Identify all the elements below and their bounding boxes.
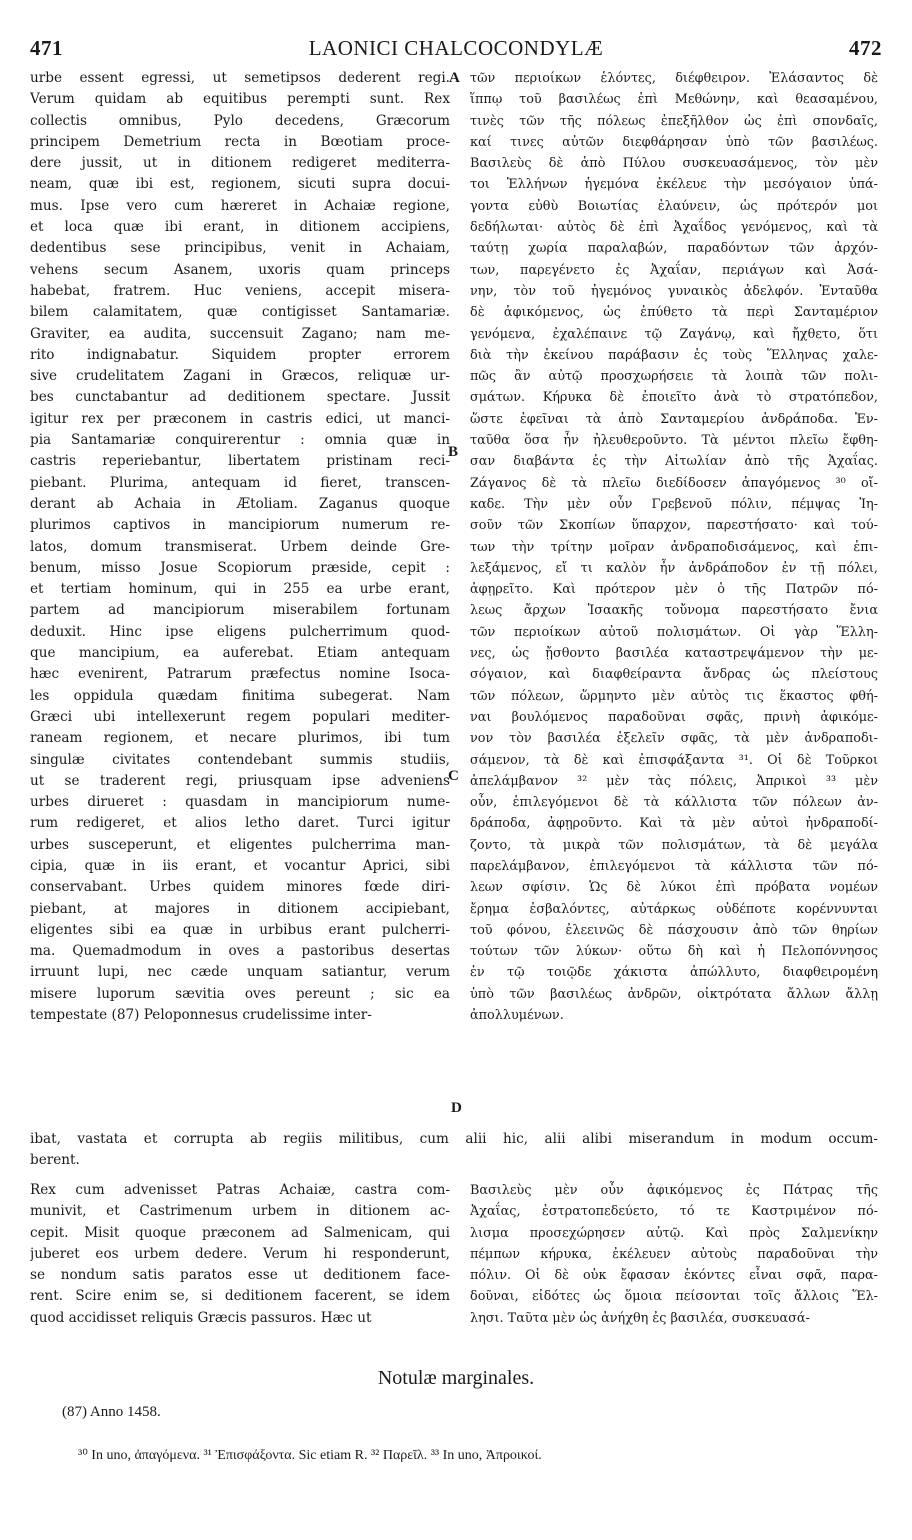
text-line: urbes susceperunt, et eligentes pulcherrima man-: [30, 836, 450, 853]
text-line: pia Santamariæ conquirerentur : omnia quæ in: [30, 432, 450, 449]
text-line: ναι βουλόμενος παραδοῦναι σφᾶς, πρινὴ ἀφικόμε-: [470, 709, 878, 725]
text-line: et tertiam hominum, qui in 255 ea urbe erant,: [30, 581, 450, 598]
text-line: ma. Quemadmodum in oves a pastoribus desertas: [30, 943, 450, 960]
text-line: παρελάμβανον, ἐπιλεγόμενοι τὰ κάλλιστα τῶν πό-: [470, 858, 878, 874]
text-line: mus. Ipse vero cum hæreret in Achaiæ regione,: [30, 197, 450, 214]
text-line: ταύτῃ χωρία παραλαβών, παραδόντων τῶν ἀρχόν-: [470, 241, 878, 257]
margin-mark-b: B: [448, 444, 459, 460]
text-line: ζοντο, τὰ μικρὰ τῶν πολισμάτων, τὰ δὲ μεγάλα: [470, 837, 878, 853]
text-line: δράποδα, ἀφῃροῦντο. Καὶ τὰ μὲν αὐτοὶ ἠνδραποδί-: [470, 816, 878, 832]
text-line: collectis omnibus, Pylo decedens, Græcorum: [30, 112, 450, 129]
text-line: raneam regionem, et necare plurimos, ibi tum: [30, 730, 450, 747]
text-line: cipia, quæ in iis erant, et vocantur Aprici, sibi: [30, 857, 450, 874]
text-line: bes cunctabantur ad deditionem spectare. Jussit: [30, 389, 450, 406]
text-line: hæc evenirent, Patrarum præfectus nomine Isoca-: [30, 666, 450, 683]
text-line: berent.: [30, 1152, 80, 1169]
text-line: plurimos captivos in mancipiorum numerum re-: [30, 517, 450, 534]
text-line: tempestate (87) Peloponnesus crudelissime inter-: [30, 1007, 372, 1024]
text-line: ἵππῳ τοῦ βασιλέως ἐπὶ Μεθώνην, καὶ θεασαμένου,: [470, 92, 878, 108]
text-line: καδε. Τὴν μὲν οὖν Γρεβενοῦ πόλιν, πέμψας Ἰη-: [470, 496, 878, 512]
greek-column-continued: [470, 1180, 878, 1329]
text-line: ἔρημα ἐσβαλόντες, αὐτάρκως οὐδέποτε κορέννυνται: [470, 901, 878, 917]
text-line: Rex cum advenisset Patras Achaiæ, castra com-: [30, 1182, 450, 1198]
running-title: LAONICI CHALCOCONDYLÆ: [308, 36, 604, 60]
page-number-right: 472: [849, 36, 882, 60]
text-line: καί τινες αὐτῶν διεφθάρησαν ὑπὸ τῶν βασιλέως.: [470, 134, 878, 150]
greek-column: [470, 68, 878, 1026]
text-line: bilem calamitatem, quæ contigisset Santamariæ.: [30, 304, 450, 321]
text-line: derant ab Achaia in Ætoliam. Zaganus quoque: [30, 495, 450, 512]
text-line: latos, domum transmiserat. Urbem deinde Gre-: [30, 538, 450, 555]
text-line: νον τὸν βασιλέα ἐξελεῖν σφᾶς, τὰ μὲν ἀνδραποδι-: [470, 731, 878, 747]
text-line: διὰ τὴν ἐκείνου παράβασιν ἐς τοὺς Ἕλληνας χαλε-: [470, 347, 878, 363]
running-header: [30, 36, 882, 66]
text-line: Ἀχαΐας, ἐστρατοπεδεύετο, τό τε Καστριμένον πό-: [470, 1204, 878, 1220]
text-line: σοῦν τῶν Σκοπίων ὕπαρχον, παρεστήσατο· καὶ τού-: [470, 518, 878, 534]
text-line: ἀπολλυμένων.: [470, 1008, 564, 1024]
text-line: ἀφῃρεῖτο. Καὶ πρότερον μὲν ὁ τῆς Πατρῶν πό-: [470, 582, 878, 598]
text-line: δὲ ἀφικόμενος, ὡς ἐπύθετο τὰ περὶ Σανταμέριον: [470, 305, 878, 321]
text-line: eligentes sibi ea quæ in urbibus erant pulcherri-: [30, 921, 450, 938]
text-line: τῶν περιοίκων ἑλόντες, διέφθειρον. Ἐλάσαντος δὲ: [470, 71, 878, 86]
text-line: urbe essent egressi, ut semetipsos dederent regi.: [30, 70, 450, 86]
text-line: dedentibus sese principibus, venit in Achaiam,: [30, 240, 450, 257]
latin-column: [30, 68, 450, 1026]
text-line: Verum quidam ab equitibus perempti sunt. Rex: [30, 91, 450, 108]
page-number-left: 471: [30, 36, 63, 60]
text-line: sive crudelitatem Zagani in Græcos, reliquæ ur-: [30, 368, 450, 385]
text-line: ibat, vastata et corrupta ab regiis militibus, cum alii hic, alii alibi miserandum in modum occum-: [30, 1131, 878, 1147]
text-line: castris reperiebantur, libertatem pristinam reci-: [30, 453, 450, 470]
text-line: λεων σφίσιν. Ὡς δὲ λύκοι ἐπὶ πρόβατα νομέων: [470, 880, 878, 896]
text-line: que mancipium, ea auferebat. Etiam antequam: [30, 645, 450, 662]
text-line: νην, τὸν τοῦ ἡγεμόνος γυναικὸς ἀδελφόν. Ἐνταῦθα: [470, 283, 878, 299]
text-line: νες, ὡς ᾔσθοντο βασιλέα καταστρεψάμενον τὴν με-: [470, 646, 878, 662]
text-line: πῶς ἂν αὐτῷ προσχωρήσειε τὰ λοιπὰ τῶν πολι-: [470, 369, 878, 385]
text-line: σάμενον, τὰ δὲ καὶ ἐπισφάξαντα ³¹. Οἱ δὲ Τοῦρκοι: [470, 752, 878, 768]
text-line: λεως ἄρχων Ἰσαακῆς τοὔνομα παρεστήσατο ἔνια: [470, 603, 878, 619]
text-line: juberet eos urbem dedere. Verum hi responderunt,: [30, 1245, 450, 1262]
text-line: τούτων τῶν λύκων· οὕτω δὴ καὶ ἡ Πελοπόννησος: [470, 944, 878, 960]
text-line: πέμπων κήρυκα, ἐκέλευεν αὐτοὺς παραδοῦναι τὴν: [470, 1246, 878, 1262]
text-line: γοντα εὐθὺ Βοιωτίας ἐλαύνειν, ὡς πρότερόν μοι: [470, 198, 878, 214]
text-line: munivit, et Castrimenum urbem in ditionem ac-: [30, 1203, 450, 1220]
text-line: γενόμενα, ἐχαλέπαινε τῷ Ζαγάνῳ, καὶ ἤχθετο, ὅτι: [470, 326, 878, 342]
text-line: igitur rex per præconem in castris edici, ut manci-: [30, 410, 450, 427]
text-line: Βασιλεὺς δὲ ἀπὸ Πύλου συσκευασάμενος, τὸν μὲν: [470, 156, 878, 172]
text-line: habebat, fratrem. Huc veniens, accepit misera-: [30, 282, 450, 299]
text-line: rito indignabatur. Siquidem propter errorem: [30, 346, 450, 363]
text-line: cepit. Misit quoque præconem ad Salmenicam, qui: [30, 1224, 450, 1241]
text-line: τοι Ἑλλήνων ἡγεμόνα ἐκέλευε τὴν μεσόγαιον ὑπά-: [470, 177, 878, 193]
text-line: rent. Scire enim se, si deditionem facerent, se idem: [30, 1288, 450, 1305]
text-line: quod accidisset reliquis Græcis passuros. Hæc ut: [30, 1309, 372, 1326]
text-line: οὖν, ἐπιλεγόμενοι δὲ τὰ κάλλιστα τῶν πόλεων ἀν-: [470, 795, 878, 811]
text-line: Ζάγανος δὲ τὰ πλεῖω διεδίδοσεν ἀπαγόμενος ³⁰ οἴ-: [470, 475, 878, 491]
text-line: et loca quæ ibi erant, in ditionem accipiens,: [30, 219, 450, 236]
text-line: dere jussit, ut in ditionem redigeret mediterra-: [30, 155, 450, 172]
text-line: piebant, at majores in ditionem accipiebant,: [30, 900, 450, 917]
text-line: τοῦ φόνου, ἐλεεινῶς δὲ πάσχουσιν ἀπὸ τῶν θηρίων: [470, 922, 878, 938]
text-line: piebant. Plurima, antequam id fieret, transcen-: [30, 474, 450, 491]
latin-column-continued: [30, 1180, 450, 1329]
text-line: ut se traderent regi, priusquam ipse adveniens: [30, 772, 450, 789]
marginal-notes-title: Notulæ marginales.: [377, 1367, 535, 1389]
text-line: των, παρεγένετο ἐς Ἀχαΐαν, περιάγων καὶ Ἀσά-: [470, 262, 878, 278]
text-line: ὑπὸ τῶν βασιλέως ἀνδρῶν, οἰκτρότατα ἄλλων ἄλλῃ: [470, 986, 878, 1002]
text-line: σαν διαβάντα ἐς τὴν Αἰτωλίαν ἀπὸ τῆς Ἀχαΐας.: [470, 454, 878, 470]
margin-mark-c: C: [448, 768, 459, 784]
text-line: λεξάμενος, εἴ τι καλὸν ἦν ἀνδράποδον ἐν τῇ πόλει,: [470, 560, 878, 576]
text-line: vehens secum Asanem, uxoris quam princeps: [30, 261, 450, 278]
text-line: Græci ubi intellexerunt regem populari mediter-: [30, 708, 450, 725]
text-line: Βασιλεὺς μὲν οὖν ἀφικόμενος ἐς Πάτρας τῆς: [470, 1183, 878, 1198]
text-line: Graviter, ea audita, succensuit Zagano; nam me-: [30, 325, 450, 342]
text-line: neam, quæ ibi est, regionem, sicuti supra docui-: [30, 176, 450, 193]
text-line: τῶν πόλεων, ὥρμηντο μὲν αὐτὸς τις ἕκαστος φθή-: [470, 688, 878, 704]
text-line: σμάτων. Κήρυκα δὲ ἐποιεῖτο ἀνὰ τὸ στρατόπεδον,: [470, 390, 878, 406]
text-line: deduxit. Hinc ipse eligens pulcherrimum quod-: [30, 623, 450, 640]
text-line: singulæ civitates contendebant summis studiis,: [30, 751, 450, 768]
text-line: misere luporum sævitia oves pereunt ; sic ea: [30, 985, 450, 1002]
footnotes: ³⁰ In uno, ἀπαγόμενα. ³¹ Ἐπισφάξοντα. Sic etiam R. ³² Παρεῖλ. ³³ In uno, Ἀπροικοί.: [78, 1448, 542, 1463]
margin-mark-d: D: [451, 1100, 462, 1116]
text-line: ταῦθα ὅσα ἦν ἠλευθεροῦντο. Τὰ μέντοι πλεῖω ἔφθη-: [470, 433, 878, 449]
text-line: ὥστε ἐφεῖναι τὰ ἀπὸ Σανταμερίου ἀνδράποδα. Ἐν-: [470, 411, 878, 427]
text-line: δεδήλωται· αὐτὸς δὲ ἐπὶ Ἀχαΐδος γενόμενος, καὶ τὰ: [470, 220, 878, 236]
text-line: τῶν περιοίκων αὐτοῦ πολισμάτων. Οἱ γὰρ Ἕλλη-: [470, 624, 878, 640]
text-line: των τὴν τρίτην μοῖραν ἀνδραποδισάμενος, καὶ ἐπι-: [470, 539, 878, 555]
text-line: λησι. Ταῦτα μὲν ὡς ἀνήχθη ἐς βασιλέα, συσκευασά-: [470, 1310, 810, 1326]
text-line: partem ad mancipiorum miserabilem fortunam: [30, 602, 450, 619]
text-line: πόλιν. Οἱ δὲ οὐκ ἔφασαν ἑκόντες εἶναι σφᾶ, παρα-: [470, 1268, 878, 1284]
text-line: rum redigeret, et alios letho daret. Turci igitur: [30, 815, 450, 832]
text-line: conservabant. Urbes quidem minores fœde diri-: [30, 879, 450, 896]
text-line: se nondum satis paratos esse ut deditionem face-: [30, 1267, 450, 1284]
text-line: irruunt lupi, nec cæde unquam satiantur, verum: [30, 964, 450, 981]
text-line: urbes dirueret : quasdam in mancipiorum nume-: [30, 794, 450, 811]
text-line: les oppidula quædam finitima subegerat. Nam: [30, 687, 450, 704]
text-line: λισμα προσεχώρησεν αὐτῷ. Καὶ πρὸς Σαλμενίκην: [470, 1225, 878, 1241]
margin-mark-a: A: [449, 70, 460, 86]
text-line: principem Demetrium recta in Bœotiam proce-: [30, 133, 450, 150]
text-line: benum, misso Josue Scopiorum præside, cepit :: [30, 559, 450, 576]
text-line: σόγαιον, καὶ διαφθείραντα ἄνδρας ὡς πλείστους: [470, 667, 878, 683]
text-line: τινὲς τῶν τῆς πόλεως ἐπεξῆλθον ὡς ἐπὶ σπονδαῖς,: [470, 113, 878, 129]
text-line: ἀπελάμβανον ³² μὲν τὰς πόλεις, Ἀπρικοὶ ³³ μὲν: [470, 773, 878, 789]
text-line: δοῦναι, εἰδότες ὡς ὅμοια πείσονται τοῖς ἄλλοις Ἕλ-: [470, 1289, 878, 1305]
full-width-lines: [30, 1129, 878, 1172]
marginal-note-87: (87) Anno 1458.: [62, 1404, 161, 1420]
text-line: ἐν τῷ τοιῷδε χάκιστα ἀπώλλυτο, διαφθειρομένη: [470, 965, 878, 981]
